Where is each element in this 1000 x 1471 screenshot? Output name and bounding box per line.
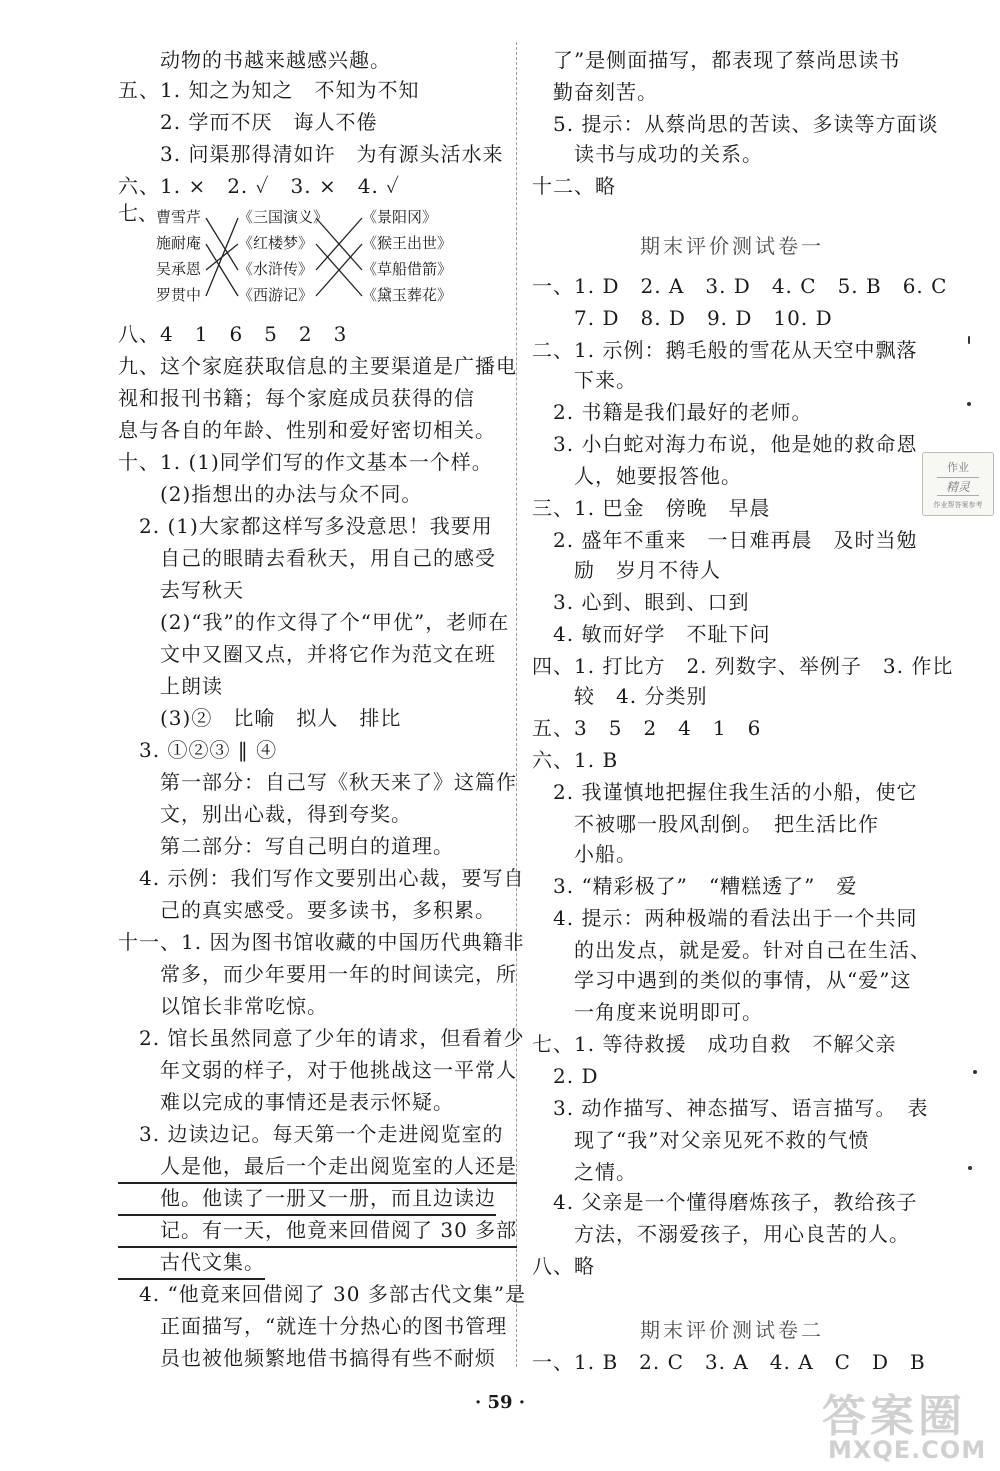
answer-line: 3. 边读边记。每天第一个走进阅览室的: [118, 1122, 504, 1146]
answer-line: 勤奋刻苦。: [532, 80, 658, 104]
episode-title: 《草船借箭》: [362, 260, 453, 278]
answer-line: 二、1. 示例：鹅毛般的雪花从天空中飘落: [532, 338, 918, 362]
answer-line: 人，她要报答他。: [532, 464, 742, 488]
novel-title: 《西游记》: [238, 286, 314, 304]
answer-line: 八、略: [532, 1254, 595, 1278]
answer-line: 十一、1. 因为图书馆收藏的中国历代典籍非: [118, 930, 525, 954]
watermark-url: MXQE.COM: [828, 1436, 987, 1464]
novel-title: 《红楼梦》: [238, 234, 314, 252]
author-name: 吴承恩: [156, 260, 202, 278]
answer-line: 下来。: [532, 368, 637, 392]
watermark-logo: [808, 1380, 988, 1466]
speck: [967, 402, 971, 406]
answer-line: 视和报刊书籍；每个家庭成员获得的信: [118, 386, 475, 410]
answer-line: 他。他读了一册又一册，而且边读边: [118, 1184, 496, 1216]
matching-lines: [118, 202, 508, 328]
answer-line: 一角度来说明即可。: [532, 1000, 763, 1024]
answer-line: 第二部分：写自己明白的道理。: [118, 834, 454, 858]
matching-label: 七、: [118, 201, 158, 225]
answer-line: 的出发点，就是爱。针对自己在生活、: [532, 938, 931, 962]
answer-line: 四、1. 打比方 2. 列数字、举例子 3. 作比: [532, 654, 954, 678]
match-line: [206, 218, 238, 296]
answer-line: 2. 学而不厌 诲人不倦: [118, 110, 378, 134]
answer-line: 学习中遇到的类似的事情，从“爱”这: [532, 968, 912, 992]
answer-line: 员也被他频繁地借书搞得有些不耐烦: [118, 1346, 496, 1370]
answer-line: 自己的眼睛去看秋天，用自己的感受: [118, 546, 496, 570]
answer-line: 3. 心到、眼到、口到: [532, 590, 750, 614]
answer-line: 古代文集。: [118, 1248, 265, 1280]
answer-line: 2. 盛年不重来 一日难再晨 及时当勉: [532, 528, 918, 552]
answer-line: 2. D: [532, 1064, 599, 1088]
novel-title: 《水浒传》: [238, 260, 314, 278]
answer-line: 4. 父亲是一个懂得磨炼孩子，教给孩子: [532, 1190, 918, 1214]
answer-line: 文，别出心裁，得到夸奖。: [118, 802, 412, 826]
answer-line: 4. 提示：两种极端的看法出于一个共同: [532, 906, 918, 930]
answer-line: (2)“我”的作文得了个“甲优”，老师在: [118, 610, 510, 634]
match-line: [206, 244, 238, 296]
answer-line: 3. 小白蛇对海力布说，他是她的救命恩: [532, 432, 918, 456]
answer-line: 正面描写，“就连十分热心的图书管理: [118, 1314, 508, 1338]
answer-line: 不被哪一股风刮倒。 把生活比作: [532, 812, 879, 836]
answer-line: 十二、略: [532, 174, 616, 198]
answer-line: 七、1. 等待救援 成功自救 不解父亲: [532, 1032, 897, 1056]
section-heading: 期末评价测试卷二: [640, 1318, 824, 1342]
answer-line: 3. 问渠那得清如许 为有源头活水来: [118, 142, 504, 166]
answer-line: 现了“我”对父亲见死不救的气愤: [532, 1128, 870, 1152]
answer-line: 读书与成功的关系。: [532, 142, 763, 166]
answer-line: 一、1. D 2. A 3. D 4. C 5. B 6. C: [532, 274, 948, 298]
answer-line: 5. 提示：从蔡尚思的苦读、多读等方面谈: [532, 112, 939, 136]
speck: [968, 336, 970, 344]
answer-line: 第一部分：自己写《秋天来了》这篇作: [118, 770, 517, 794]
answer-line: 2. 馆长虽然同意了少年的请求，但看着少: [118, 1026, 525, 1050]
answer-line: 五、1. 知之为知之 不知为不知: [118, 78, 420, 102]
answer-line: 去写秋天: [118, 578, 244, 602]
answer-line: 十、1. (1)同学们写的作文基本一个样。: [118, 450, 493, 474]
answer-line: 上朗读: [118, 674, 223, 698]
author-name: 曹雪芹: [156, 208, 202, 226]
answer-line: 4. “他竟来回借阅了 30 多部古代文集”是: [118, 1282, 527, 1306]
matching-exercise: [118, 202, 508, 328]
answer-line: 记。有一天，他竟来回借阅了 30 多部: [118, 1216, 517, 1248]
answer-line: 难以完成的事情还是表示怀疑。: [118, 1090, 454, 1114]
stamp-line: 精灵: [937, 477, 979, 496]
answer-line: 文中又圈又点，并将它作为范文在班: [118, 642, 496, 666]
answer-line: 人是他，最后一个走出阅览室的人还是: [118, 1152, 517, 1184]
answer-line: 3. ①②③ ‖ ④: [118, 738, 278, 762]
page-number: · 59 ·: [474, 1392, 526, 1413]
answer-line: 4. 示例：我们写作文要别出心裁，要写自: [118, 866, 525, 890]
answer-line: 3. “精彩极了” “糟糕透了” 爱: [532, 874, 858, 898]
match-line: [206, 218, 238, 270]
answer-line: 常多，而少年要用一年的时间读完，所: [118, 962, 517, 986]
episode-title: 《猴王出世》: [362, 234, 453, 252]
answer-line: 方法，不溺爱孩子，用心良苦的人。: [532, 1222, 910, 1246]
answer-line: 较 4. 分类别: [532, 684, 708, 708]
answer-line: 了”是侧面描写，都表现了蔡尚思读书: [532, 48, 901, 72]
answer-line: 一、1. B 2. C 3. A 4. A C D B: [532, 1350, 926, 1374]
stamp-line: 作业帮答案参考: [933, 501, 983, 509]
answer-line: 小船。: [532, 842, 637, 866]
author-name: 罗贯中: [156, 286, 202, 304]
author-name: 施耐庵: [156, 234, 202, 252]
stamp-logo: [922, 452, 994, 516]
answer-line: 2. 我谨慎地把握住我生活的小船，使它: [532, 780, 918, 804]
answer-line: 三、1. 巴金 傍晚 早晨: [532, 496, 771, 520]
episode-title: 《黛玉葬花》: [362, 286, 453, 304]
novel-title: 《三国演义》: [238, 208, 329, 226]
answer-line: 息与各自的年龄、性别和爱好密切相关。: [118, 418, 496, 442]
answer-line: 六、1. × 2. ✓ 3. × 4. ✓: [118, 174, 401, 198]
episode-title: 《景阳冈》: [362, 208, 438, 226]
answer-line: 3. 动作描写、神态描写、语言描写。 表: [532, 1096, 929, 1120]
answer-line: 励 岁月不待人: [532, 558, 721, 582]
answer-line: 八、4 1 6 5 2 3: [118, 322, 348, 346]
answer-line: 2. 书籍是我们最好的老师。: [532, 400, 813, 424]
answer-line: 动物的书越来越感兴趣。: [118, 48, 391, 72]
speck: [968, 1166, 972, 1170]
answer-line: (3)② 比喻 拟人 排比: [118, 706, 402, 730]
watermark-text: 答案圈: [822, 1391, 966, 1442]
answer-line: 己的真实感受。要多读书，多积累。: [118, 898, 496, 922]
answer-line: 以馆长非常吃惊。: [118, 994, 328, 1018]
speck: [973, 1070, 977, 1074]
section-heading: 期末评价测试卷一: [640, 234, 824, 258]
answer-line: 六、1. B: [532, 748, 619, 772]
answer-line: 九、这个家庭获取信息的主要渠道是广播电: [118, 354, 517, 378]
answer-line: 2. (1)大家都这样写多没意思！我要用: [118, 514, 493, 538]
answer-line: 4. 敏而好学 不耻下问: [532, 622, 771, 646]
stamp-line: 作业: [947, 461, 969, 474]
answer-line: 五、3 5 2 4 1 6: [532, 716, 762, 740]
answer-line: 之情。: [532, 1160, 637, 1184]
answer-line: (2)指想出的办法与众不同。: [118, 482, 423, 506]
answer-line: 年文弱的样子，对于他挑战这一平常人: [118, 1058, 517, 1082]
answer-line: 7. D 8. D 9. D 10. D: [532, 306, 833, 330]
